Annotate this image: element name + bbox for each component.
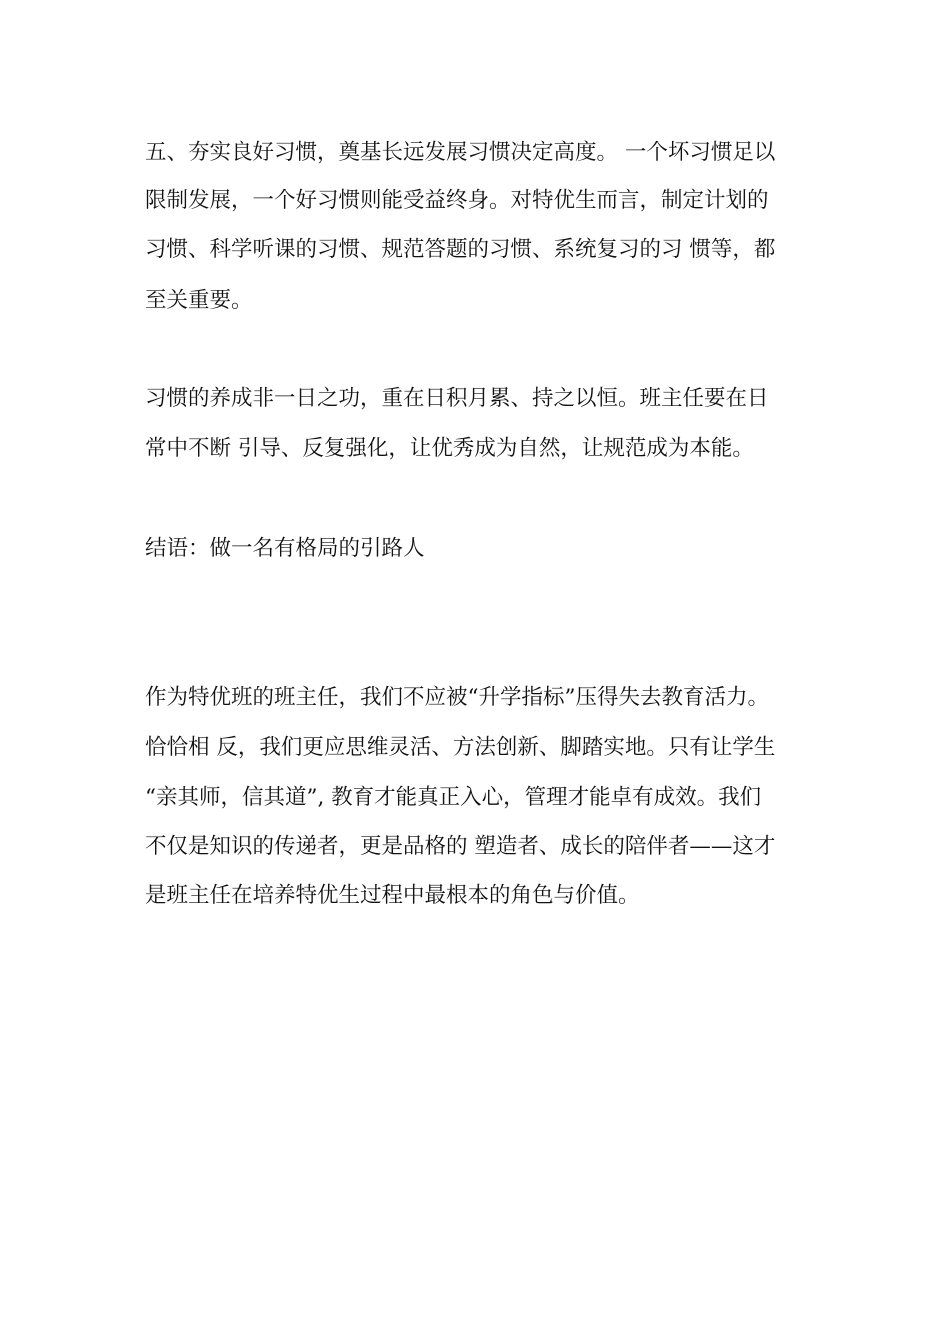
text-line: 结语：做一名有格局的引路人 [145, 536, 425, 561]
text-line: 作为特优班的班主任，我们不应被“升学指标”压得失去教育活力。 [145, 685, 769, 710]
text-line: 是班主任在培养特优生过程中最根本的角色与价值。 [145, 883, 640, 908]
text-line: 习惯、科学听课的习惯、规范答题的习惯、系统复习的习 惯等，都 [145, 237, 776, 262]
text-line: “亲其师，信其道”, 教育才能真正入心，管理才能卓有成效。我们 [145, 785, 762, 810]
text-line: 至关重要。 [145, 288, 253, 313]
text-line: 不仅是知识的传递者，更是品格的 塑造者、成长的陪伴者——这才 [145, 834, 776, 859]
text-line: 恰恰相 反，我们更应思维灵活、方法创新、脚踏实地。只有让学生 [145, 735, 776, 760]
text-line: 限制发展，一个好习惯则能受益终身。对特优生而言，制定计划的 [145, 188, 769, 213]
text-line: 五、夯实良好习惯，奠基长远发展习惯决定高度。 一个坏习惯足以 [145, 140, 776, 165]
text-line: 习惯的养成非一日之功，重在日积月累、持之以恒。班主任要在日 [145, 386, 769, 411]
text-line: 常中不断 引导、反复强化，让优秀成为自然，让规范成为本能。 [145, 436, 754, 461]
